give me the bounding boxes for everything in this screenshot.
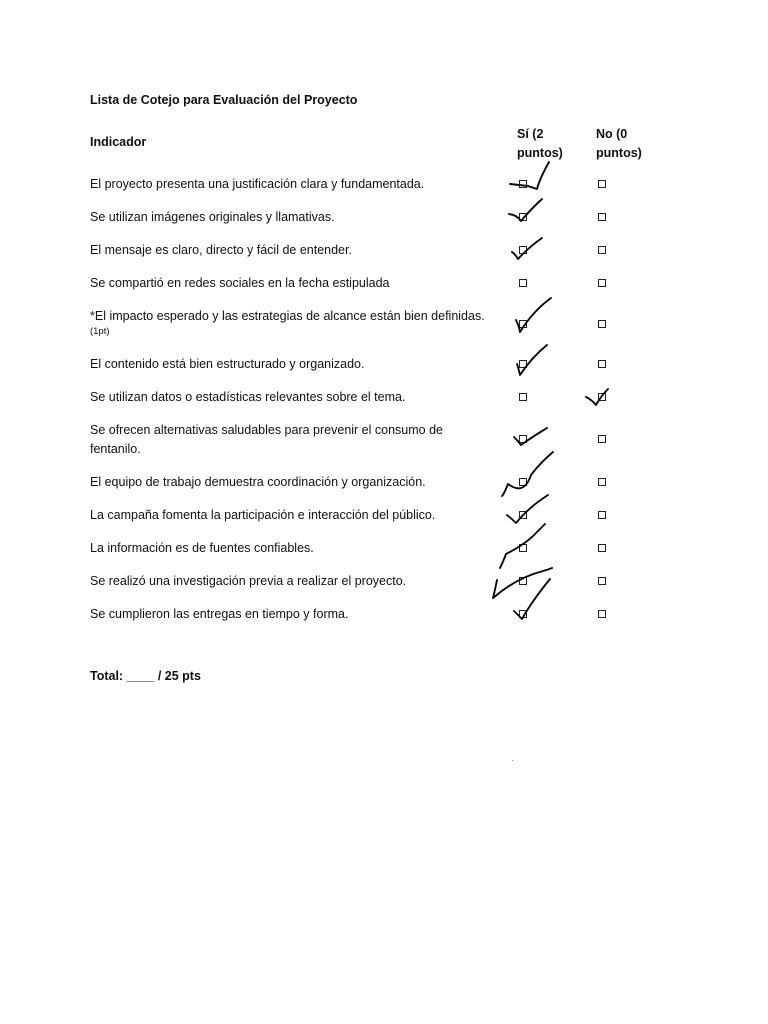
checklist-row-text xyxy=(90,473,515,492)
checklist-row-text xyxy=(90,421,490,459)
yes-checkbox[interactable] xyxy=(519,279,527,287)
header-indicator: Indicador xyxy=(90,135,147,149)
yes-checkbox[interactable] xyxy=(519,360,527,368)
no-checkbox[interactable] xyxy=(598,246,606,254)
row-label: Se utilizan datos o estadísticas relevantes sobre el tema. xyxy=(90,390,406,404)
no-checkbox[interactable] xyxy=(598,435,606,443)
row-label: El contenido está bien estructurado y organizado. xyxy=(90,357,365,371)
no-checkbox[interactable] xyxy=(598,213,606,221)
checklist-row-text xyxy=(90,506,515,525)
checklist-row-text xyxy=(90,175,515,194)
no-checkbox[interactable] xyxy=(598,478,606,486)
yes-checkbox[interactable] xyxy=(519,213,527,221)
checklist-row-text xyxy=(90,208,515,227)
no-checkbox[interactable] xyxy=(598,360,606,368)
row-label: Se ofrecen alternativas saludables para prevenir el consumo de fentanilo. xyxy=(90,423,443,456)
no-checkbox[interactable] xyxy=(598,279,606,287)
row-label: El proyecto presenta una justificación clara y fundamentada. xyxy=(90,177,425,191)
no-checkbox[interactable] xyxy=(598,544,606,552)
checkmark-icon xyxy=(510,162,549,189)
row-label: Se realizó una investigación previa a realizar el proyecto. xyxy=(90,574,407,588)
total-score: Total: ____ / 25 pts xyxy=(90,669,201,683)
yes-checkbox[interactable] xyxy=(519,478,527,486)
checklist-row-text xyxy=(90,355,515,374)
checklist-row-text xyxy=(90,605,515,624)
yes-checkbox[interactable] xyxy=(519,544,527,552)
checkmark-icon xyxy=(512,238,542,259)
row-label: La campaña fomenta la participación e interacción del público. xyxy=(90,508,436,522)
no-checkbox[interactable] xyxy=(598,393,606,401)
row-label: Se cumplieron las entregas en tiempo y forma. xyxy=(90,607,349,621)
checklist-row-text xyxy=(90,274,515,293)
no-checkbox[interactable] xyxy=(598,577,606,585)
yes-checkbox[interactable] xyxy=(519,577,527,585)
row-label: *El impacto esperado y las estrategias de alcance están bien definidas. xyxy=(90,309,485,323)
header-yes: Sí (2 puntos) xyxy=(517,127,563,160)
checklist-row-text xyxy=(90,572,515,591)
header-no: No (0 puntos) xyxy=(596,127,642,160)
scan-speck xyxy=(512,760,513,761)
yes-checkbox[interactable] xyxy=(519,435,527,443)
yes-checkbox[interactable] xyxy=(519,393,527,401)
checklist-row-text xyxy=(90,307,520,338)
row-note: (1pt) xyxy=(90,326,110,337)
row-label: La información es de fuentes confiables. xyxy=(90,541,314,555)
row-label: Se compartió en redes sociales en la fecha estipulada xyxy=(90,276,390,290)
checklist-row-text xyxy=(90,388,515,407)
yes-checkbox[interactable] xyxy=(519,320,527,328)
yes-checkbox[interactable] xyxy=(519,511,527,519)
no-checkbox[interactable] xyxy=(598,320,606,328)
row-label: Se utilizan imágenes originales y llamativas. xyxy=(90,210,335,224)
yes-checkbox[interactable] xyxy=(519,246,527,254)
no-checkbox[interactable] xyxy=(598,180,606,188)
checklist-row-text xyxy=(90,241,515,260)
row-label: El equipo de trabajo demuestra coordinación y organización. xyxy=(90,475,426,489)
no-checkbox[interactable] xyxy=(598,511,606,519)
yes-checkbox[interactable] xyxy=(519,610,527,618)
row-label: El mensaje es claro, directo y fácil de entender. xyxy=(90,243,352,257)
yes-checkbox[interactable] xyxy=(519,180,527,188)
no-checkbox[interactable] xyxy=(598,610,606,618)
document-title: Lista de Cotejo para Evaluación del Proyecto xyxy=(90,93,358,107)
checklist-row-text xyxy=(90,539,515,558)
